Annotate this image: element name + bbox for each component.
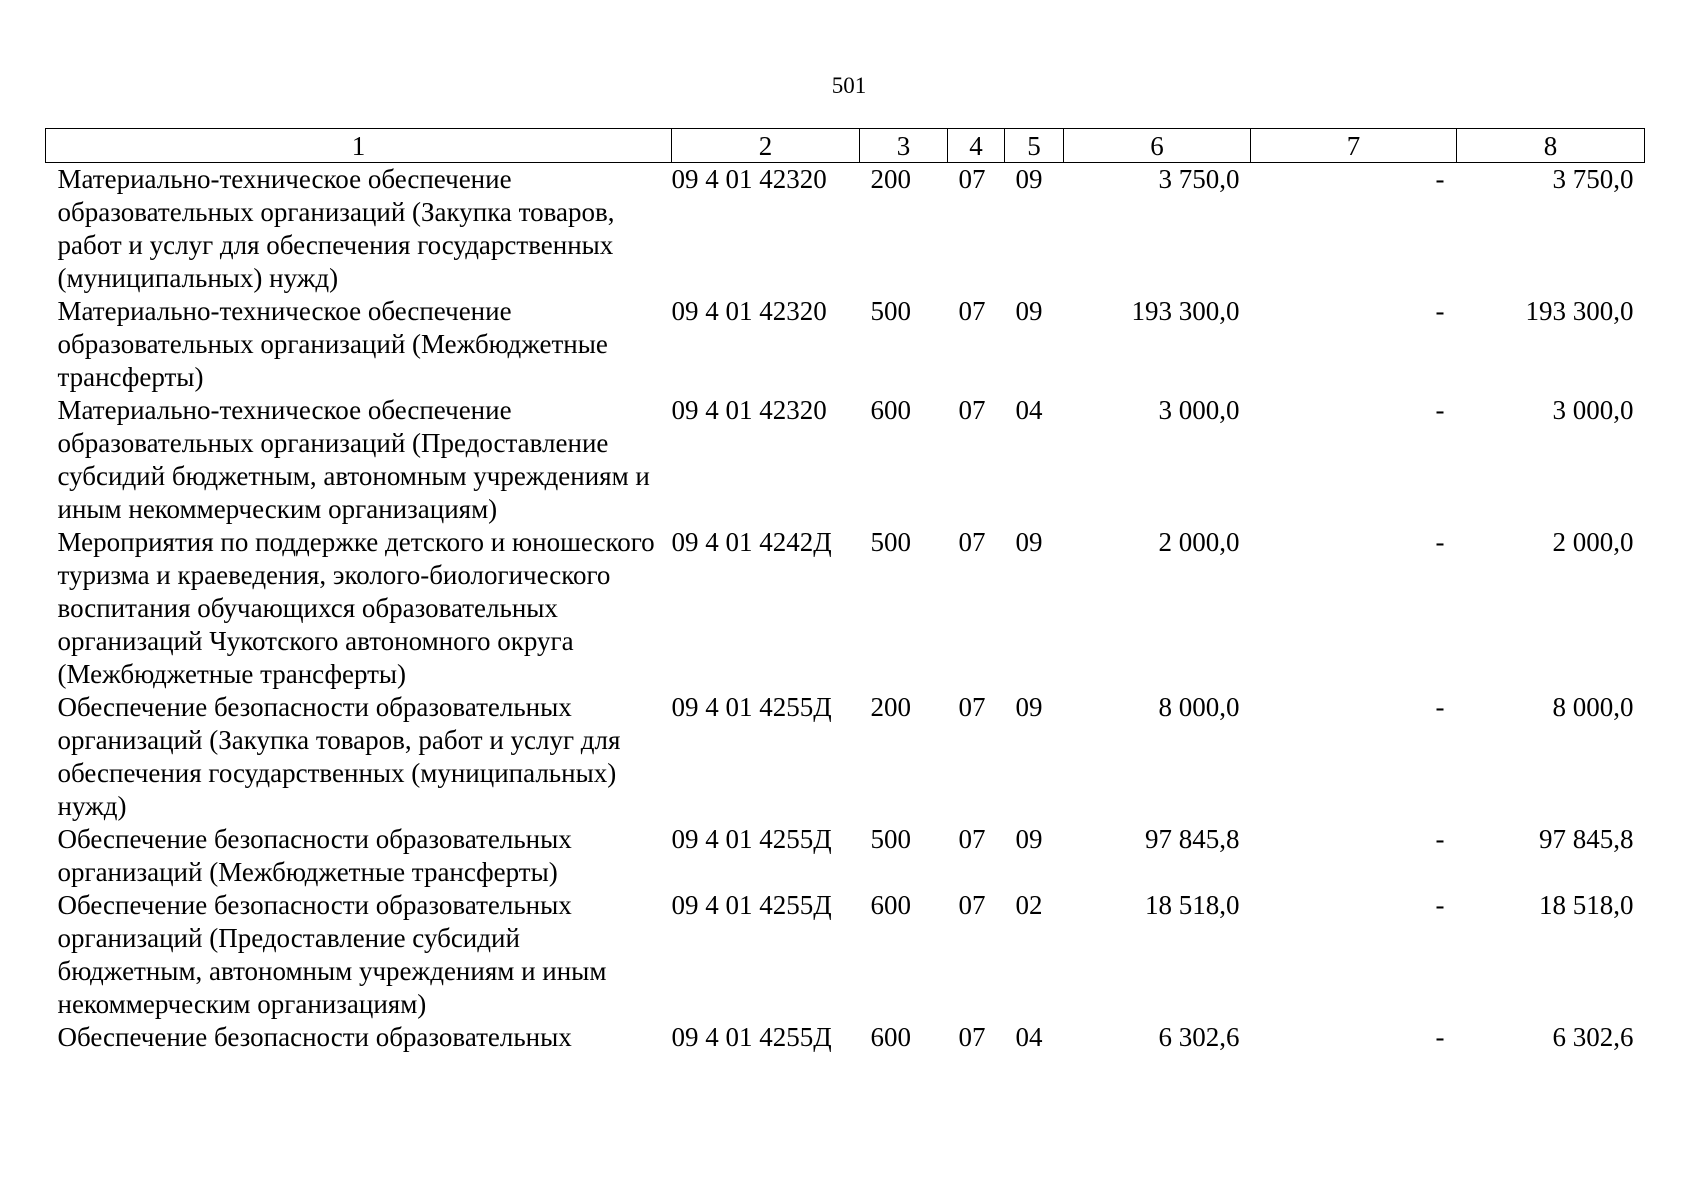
row-sum-7: - <box>1435 395 1445 425</box>
row-name: Обеспечение безопасности образовательных организаций (Межбюджетные трансферты) <box>57 824 572 887</box>
column-header-7: 7 <box>1251 129 1457 163</box>
row-vr: 500 <box>870 824 911 854</box>
row-sum-7: - <box>1435 692 1445 722</box>
table-row <box>46 163 1645 296</box>
row-rz: 07 <box>958 164 986 194</box>
column-header-3: 3 <box>860 129 948 163</box>
row-rz: 07 <box>958 692 986 722</box>
row-sum-7: - <box>1435 824 1445 854</box>
row-sum-8: 18 518,0 <box>1539 890 1634 920</box>
table-row <box>46 394 1645 526</box>
table-row <box>46 1021 1645 1054</box>
row-sum-8: 193 300,0 <box>1525 296 1634 326</box>
table-row <box>46 295 1645 394</box>
row-rz: 07 <box>958 296 986 326</box>
row-rz: 07 <box>958 527 986 557</box>
row-sum-6: 3 750,0 <box>1158 164 1240 194</box>
column-header-4: 4 <box>948 129 1005 163</box>
column-header-2: 2 <box>672 129 860 163</box>
budget-table <box>45 128 1645 1054</box>
row-code: 09 4 01 42320 <box>671 395 827 425</box>
row-sum-6: 18 518,0 <box>1145 890 1240 920</box>
row-name: Обеспечение безопасности образовательных организаций (Закупка товаров, работ и услуг для обеспечения государственных (муниципальных) нужд) <box>57 692 621 821</box>
row-code: 09 4 01 4255Д <box>671 824 832 854</box>
row-sum-8: 2 000,0 <box>1552 527 1634 557</box>
table-row <box>46 691 1645 823</box>
row-sum-7: - <box>1435 164 1445 194</box>
row-pr: 02 <box>1015 890 1043 920</box>
row-sum-8: 97 845,8 <box>1539 824 1634 854</box>
row-name: Мероприятия по поддержке детского и юношеского туризма и краеведения, эколого-биологического воспитания обучающихся образовательных организаций Чукотского автономного округа (Межбюджетные трансферты) <box>57 527 655 689</box>
row-sum-7: - <box>1435 1022 1445 1052</box>
column-header-5: 5 <box>1005 129 1064 163</box>
row-sum-7: - <box>1435 527 1445 557</box>
row-rz: 07 <box>958 1022 986 1052</box>
row-code: 09 4 01 4255Д <box>671 1022 832 1052</box>
row-name: Материально-техническое обеспечение образовательных организаций (Закупка товаров, работ и услуг для обеспечения государственных (муниципальных) нужд) <box>57 164 615 293</box>
row-vr: 600 <box>870 890 911 920</box>
row-name: Материально-техническое обеспечение образовательных организаций (Предоставление субсидий бюджетным, автономным учреждениям и иным некоммерческим организациям) <box>57 395 650 524</box>
column-header-1: 1 <box>46 129 672 163</box>
row-pr: 09 <box>1015 527 1043 557</box>
row-pr: 09 <box>1015 824 1043 854</box>
row-code: 09 4 01 4255Д <box>671 890 832 920</box>
row-sum-6: 6 302,6 <box>1158 1022 1240 1052</box>
row-code: 09 4 01 4255Д <box>671 692 832 722</box>
row-pr: 04 <box>1015 395 1043 425</box>
row-rz: 07 <box>958 395 986 425</box>
page-number: 501 <box>831 73 867 98</box>
row-vr: 200 <box>870 692 911 722</box>
row-vr: 600 <box>870 395 911 425</box>
row-code: 09 4 01 42320 <box>671 164 827 194</box>
row-pr: 04 <box>1015 1022 1043 1052</box>
row-rz: 07 <box>958 824 986 854</box>
row-sum-8: 6 302,6 <box>1552 1022 1634 1052</box>
row-sum-7: - <box>1435 296 1445 326</box>
column-header-8: 8 <box>1457 129 1645 163</box>
row-name: Обеспечение безопасности образовательных организаций (Предоставление субсидий бюджетным, автономным учреждениям и иным некоммерческим организациям) <box>57 890 607 1019</box>
row-sum-6: 3 000,0 <box>1158 395 1240 425</box>
table-header-row <box>46 129 1645 163</box>
row-sum-6: 97 845,8 <box>1145 824 1240 854</box>
row-rz: 07 <box>958 890 986 920</box>
row-name: Обеспечение безопасности образовательных <box>57 1022 572 1052</box>
row-sum-8: 3 750,0 <box>1552 164 1634 194</box>
row-sum-8: 3 000,0 <box>1552 395 1634 425</box>
row-sum-6: 2 000,0 <box>1158 527 1240 557</box>
table-row <box>46 526 1645 691</box>
row-sum-8: 8 000,0 <box>1552 692 1634 722</box>
row-code: 09 4 01 42320 <box>671 296 827 326</box>
row-pr: 09 <box>1015 164 1043 194</box>
row-name: Материально-техническое обеспечение образовательных организаций (Межбюджетные трансферты) <box>57 296 608 392</box>
row-pr: 09 <box>1015 296 1043 326</box>
row-vr: 200 <box>870 164 911 194</box>
table-row <box>46 889 1645 1021</box>
row-pr: 09 <box>1015 692 1043 722</box>
row-sum-6: 8 000,0 <box>1158 692 1240 722</box>
table-row <box>46 823 1645 889</box>
row-vr: 600 <box>870 1022 911 1052</box>
row-sum-7: - <box>1435 890 1445 920</box>
column-header-6: 6 <box>1064 129 1251 163</box>
row-vr: 500 <box>870 527 911 557</box>
row-sum-6: 193 300,0 <box>1131 296 1240 326</box>
row-vr: 500 <box>870 296 911 326</box>
row-code: 09 4 01 4242Д <box>671 527 832 557</box>
